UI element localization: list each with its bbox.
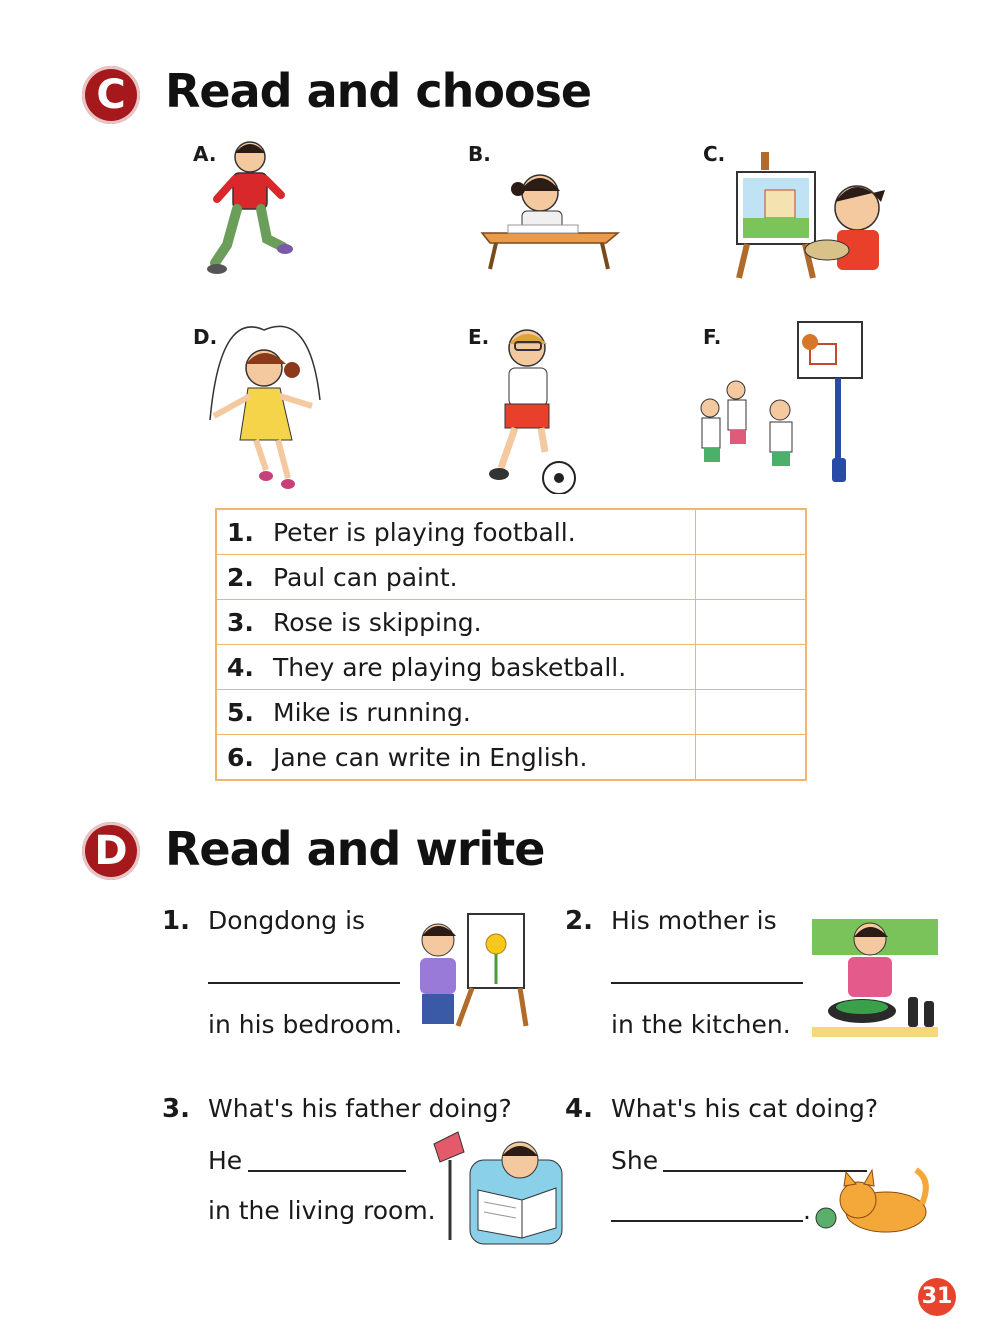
section-c-badge: C [82, 66, 140, 124]
row-number: 1. [227, 517, 254, 547]
page-number: 31 [918, 1278, 956, 1316]
q4-start: She [611, 1146, 659, 1175]
row-number: 4. [227, 652, 254, 682]
q3-answer-blank[interactable] [248, 1148, 406, 1172]
row-number: 6. [227, 742, 254, 772]
q2-line1: His mother is [611, 906, 777, 935]
question-1 [162, 906, 190, 936]
question-number: 4. [565, 1094, 593, 1124]
answer-cell[interactable] [695, 555, 806, 600]
answer-cell[interactable] [695, 735, 806, 781]
basketball-illustration [688, 318, 868, 493]
sentence-text: Rose is skipping. [273, 607, 482, 637]
q2-answer-blank[interactable] [611, 960, 803, 984]
sentence-text: They are playing basketball. [273, 652, 627, 682]
picture-label-a: A. [193, 142, 217, 166]
question-number: 2. [565, 906, 593, 936]
q2-line3: in the kitchen. [611, 1010, 791, 1039]
answer-cell[interactable] [695, 600, 806, 645]
picture-label-f: F. [703, 325, 722, 349]
q4-end-period: . [803, 1196, 811, 1225]
girl-skipping-illustration [200, 320, 330, 498]
table-row [216, 555, 806, 600]
q3-line3: in the living room. [208, 1196, 436, 1225]
picture-label-d: D. [193, 325, 218, 349]
sentence-text: Peter is playing football. [273, 517, 576, 547]
q4-answer-blank-2[interactable] [611, 1198, 803, 1222]
mother-cooking-illustration [808, 915, 943, 1040]
question-4 [565, 1094, 593, 1124]
sentence-text: Jane can write in English. [273, 742, 588, 772]
table-row [216, 735, 806, 781]
q1-line3: in his bedroom. [208, 1010, 403, 1039]
q1-answer-blank[interactable] [208, 960, 400, 984]
answer-cell[interactable] [695, 645, 806, 690]
sentence-text: Paul can paint. [273, 562, 458, 592]
table-row [216, 600, 806, 645]
answer-cell[interactable] [695, 509, 806, 555]
table-row [216, 690, 806, 735]
answer-cell[interactable] [695, 690, 806, 735]
choose-table [215, 508, 807, 781]
boy-painting-illustration [735, 150, 895, 285]
boy-painting-sunflower-illustration [410, 910, 530, 1030]
question-2 [565, 906, 593, 936]
section-c-title: Read and choose [165, 64, 592, 118]
table-row [216, 509, 806, 555]
question-3 [162, 1094, 190, 1124]
row-number: 5. [227, 697, 254, 727]
table-row [216, 645, 806, 690]
running-boy-illustration [205, 135, 295, 280]
question-number: 3. [162, 1094, 190, 1124]
row-number: 2. [227, 562, 254, 592]
q3-question: What's his father doing? [208, 1094, 512, 1123]
picture-label-c: C. [703, 142, 726, 166]
q3-start: He [208, 1146, 243, 1175]
boy-football-illustration [475, 322, 585, 494]
cat-playing-illustration [812, 1160, 932, 1240]
row-number: 3. [227, 607, 254, 637]
father-reading-newspaper-illustration [428, 1130, 568, 1248]
girl-writing-illustration [478, 165, 628, 275]
section-d-title: Read and write [165, 822, 545, 876]
q4-question: What's his cat doing? [611, 1094, 879, 1123]
question-number: 1. [162, 906, 190, 936]
section-d-badge: D [82, 822, 140, 880]
sentence-text: Mike is running. [273, 697, 471, 727]
q1-line1: Dongdong is [208, 906, 366, 935]
picture-label-e: E. [468, 325, 490, 349]
picture-label-b: B. [468, 142, 491, 166]
